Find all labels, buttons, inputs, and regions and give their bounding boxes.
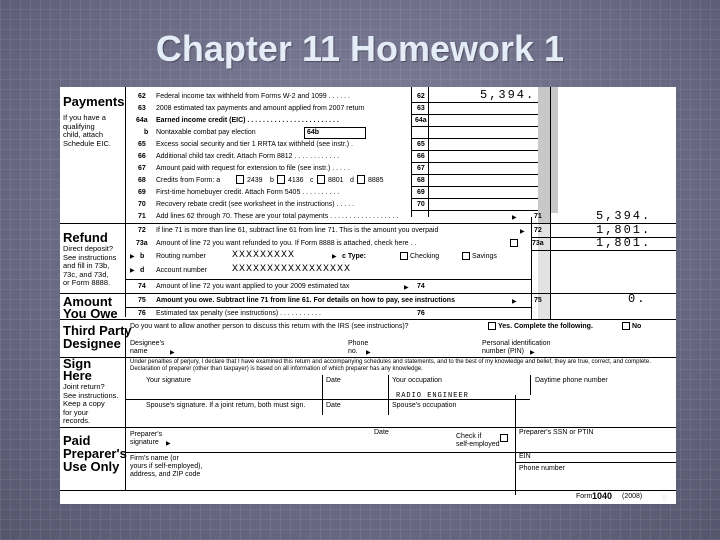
- perjury-statement: Under penalties of perjury, I declare that I have examined this return and accompanying schedules and statements, and to the best of my knowledge and belief, they are true, correct, and complete. Declaration of preparer (other than taxpayer) is based on all information of which preparer has any knowledge.: [130, 359, 651, 372]
- section-third-party-1: Third Party: [63, 323, 132, 338]
- line-74-text: Amount of line 72 you want applied to your 2009 estimated tax: [156, 283, 350, 290]
- preparer-date-label: Date: [374, 429, 389, 436]
- line-67-num: 67: [138, 165, 146, 172]
- shaded-column: [538, 87, 550, 223]
- self-employed-checkbox[interactable]: [500, 434, 508, 442]
- section-paid-3: Use Only: [63, 459, 120, 474]
- line-69-text: First-time homebuyer credit. Attach Form 5405 . . . . . . . . . .: [156, 189, 340, 196]
- line-62-value: 5,394.: [480, 88, 536, 102]
- arrow-73d-icon: ▶: [130, 268, 135, 274]
- your-signature-label: Your signature: [146, 377, 191, 384]
- routing-number-value[interactable]: XXXXXXXXX: [232, 250, 296, 261]
- line-62-text: Federal income tax withheld from Forms W-2 and 1099 . . . . . .: [156, 93, 351, 100]
- arrow-preparer-icon: ▶: [166, 441, 171, 447]
- line-74-box: 74: [417, 283, 425, 290]
- line-69-box: 69: [417, 189, 425, 196]
- line-63-num: 63: [138, 105, 146, 112]
- preparer-ssn-label: Preparer's SSN or PTIN: [519, 429, 594, 436]
- designee-yes-label: Yes. Complete the following.: [498, 323, 593, 330]
- line-69-num: 69: [138, 189, 146, 196]
- spouse-date-label: Date: [326, 402, 341, 409]
- line-72-box: 72: [534, 227, 542, 234]
- designee-question: Do you want to allow another person to discuss this return with the IRS (see instructions)?: [130, 323, 409, 330]
- arrow-74-icon: ▶: [404, 285, 409, 291]
- daytime-phone-label: Daytime phone number: [535, 377, 608, 384]
- section-paid-1: Paid: [63, 433, 91, 448]
- designee-pin-label: Personal identification number (PIN): [482, 340, 551, 355]
- line-75-value: 0.: [628, 292, 647, 306]
- account-number-value[interactable]: XXXXXXXXXXXXXXXXX: [232, 264, 352, 275]
- line-73a-value: 1,801.: [596, 236, 652, 250]
- line-68-text: Credits from Form: a: [156, 177, 221, 184]
- preparer-signature-label: Preparer's signature: [130, 431, 163, 446]
- payments-note: If you have a qualifying child, attach Schedule EIC.: [63, 113, 111, 148]
- line-71-text: Add lines 62 through 70. These are your total payments . . . . . . . . . . . . . . . . . .: [156, 213, 399, 220]
- section-sign-2: Here: [63, 368, 92, 383]
- line-75-box: 75: [534, 297, 542, 304]
- line-76-box: 76: [417, 310, 425, 317]
- credit-box-a[interactable]: [236, 175, 244, 184]
- line-73a-box: 73a: [532, 240, 544, 247]
- arrow-designee-pin-icon: ▶: [530, 350, 535, 356]
- ein-label: EIN: [519, 453, 531, 460]
- designee-phone-label: Phone no.: [348, 340, 369, 355]
- credit-8801: 8801: [328, 177, 344, 184]
- form-1040-page: [60, 87, 676, 504]
- form-8888-checkbox[interactable]: [510, 239, 518, 247]
- footer-year: (2008): [622, 493, 643, 500]
- savings-checkbox[interactable]: [462, 252, 470, 260]
- line-73d-text: Account number: [156, 267, 207, 274]
- line-64b-num: b: [144, 129, 149, 136]
- line-70-box: 70: [417, 201, 425, 208]
- line-62-num: 62: [138, 93, 146, 100]
- line-66-box: 66: [417, 153, 425, 160]
- arrow-73b-icon: ▶: [130, 254, 135, 260]
- slide-title: Chapter 11 Homework 1: [155, 28, 565, 69]
- line-70-text: Recovery rebate credit (see worksheet in the instructions) . . . . .: [156, 201, 355, 208]
- line-65-num: 65: [138, 141, 146, 148]
- line-74-num: 74: [138, 283, 146, 290]
- section-paid-2: Preparer's: [63, 446, 127, 461]
- line-72-num: 72: [138, 227, 146, 234]
- line-62-box: 62: [417, 93, 425, 100]
- spouse-occupation-label: Spouse's occupation: [392, 402, 457, 409]
- line-70-num: 70: [138, 201, 146, 208]
- section-refund: Refund: [63, 230, 108, 245]
- credit-8885: 8885: [368, 177, 384, 184]
- line-76-num: 76: [138, 310, 146, 317]
- self-employed-label: Check if self-employed: [456, 433, 500, 448]
- arrow-designee-phone-icon: ▶: [366, 350, 371, 356]
- arrow-72-icon: ▶: [520, 229, 525, 235]
- sign-note: Joint return? See instructions. Keep a copy for your records.: [63, 382, 119, 425]
- designee-no-label: No: [632, 323, 642, 330]
- footer-form-number: 1040: [592, 491, 613, 501]
- bank-type-label: c Type:: [342, 253, 366, 260]
- line-75-num: 75: [138, 297, 146, 304]
- credit-d: d: [350, 177, 354, 184]
- credit-box-d[interactable]: [357, 175, 365, 184]
- section-amount-owe-1: Amount: [63, 294, 113, 309]
- line-64b-text: Nontaxable combat pay election: [156, 129, 256, 136]
- line-66-text: Additional child tax credit. Attach Form 8812 . . . . . . . . . . . .: [156, 153, 340, 160]
- page-number: 8: [662, 493, 668, 503]
- arrow-73c-icon: ▶: [332, 254, 337, 260]
- line-71-box: 71: [534, 213, 542, 220]
- shaded-right-block: [550, 87, 558, 213]
- checking-label: Checking: [410, 253, 440, 260]
- line-67-box: 67: [417, 165, 425, 172]
- arrow-71-icon: ▶: [512, 215, 517, 221]
- firm-name-label: Firm's name (or yours if self-employed), address, and ZIP code: [130, 455, 203, 478]
- section-amount-owe-2: You Owe: [63, 306, 118, 321]
- line-73a-num: 73a: [136, 240, 148, 247]
- line-71-value: 5,394.: [596, 209, 652, 223]
- line-64a-num: 64a: [136, 117, 148, 124]
- line-65-text: Excess social security and tier 1 RRTA tax withheld (see instr.) .: [156, 141, 353, 148]
- section-third-party-2: Designee: [63, 336, 121, 351]
- credit-box-c[interactable]: [317, 175, 325, 184]
- section-payments: Payments: [63, 94, 125, 109]
- line-73a-text: Amount of line 72 you want refunded to you. If Form 8888 is attached, check here . .: [156, 240, 417, 247]
- line-75-text: Amount you owe. Subtract line 71 from line 61. For details on how to pay, see instructions: [156, 297, 455, 304]
- credit-2439: 2439: [247, 177, 263, 184]
- section-sign-1: Sign: [63, 356, 92, 371]
- spouse-signature-label: Spouse's signature. If a joint return, both must sign.: [146, 402, 306, 409]
- line-64a-box: 64a: [415, 117, 427, 124]
- line-64a-text: Earned income credit (EIC) . . . . . . . . . . . . . . . . . . . . . . . .: [156, 117, 339, 124]
- designee-yes-checkbox[interactable]: [488, 322, 496, 330]
- credit-c: c: [310, 177, 314, 184]
- footer-form-label: Form: [576, 493, 593, 500]
- line-67-text: Amount paid with request for extension to file (see instr.) . . . . .: [156, 165, 350, 172]
- line-68-num: 68: [138, 177, 146, 184]
- line-73b-num: b: [140, 253, 145, 260]
- savings-label: Savings: [472, 253, 497, 260]
- line-73d-num: d: [140, 267, 145, 274]
- credit-b: b: [270, 177, 274, 184]
- line-65-box: 65: [417, 141, 425, 148]
- refund-note: Direct deposit? See instructions and fill in 73b, 73c, and 73d, or Form 8888.: [63, 244, 117, 287]
- line-76-text: Estimated tax penalty (see instructions) . . . . . . . . . . .: [156, 310, 321, 317]
- line-63-text: 2008 estimated tax payments and amount applied from 2007 return: [156, 105, 365, 112]
- designee-name-label: Designee's name: [130, 340, 165, 355]
- credit-4136: 4136: [288, 177, 304, 184]
- arrow-75-icon: ▶: [512, 299, 517, 305]
- designee-no-checkbox[interactable]: [622, 322, 630, 330]
- line-66-num: 66: [138, 153, 146, 160]
- line-68-box: 68: [417, 177, 425, 184]
- credit-box-b[interactable]: [277, 175, 285, 184]
- line-64b-box: 64b: [307, 129, 320, 136]
- line-72-text: If line 71 is more than line 61, subtract line 61 from line 71. This is the amount you overpaid: [156, 227, 439, 234]
- line-63-box: 63: [417, 105, 425, 112]
- occupation-label: Your occupation: [392, 377, 442, 384]
- line-71-num: 71: [138, 213, 146, 220]
- occupation-value: RADIO ENGINEER: [396, 392, 469, 400]
- checking-checkbox[interactable]: [400, 252, 408, 260]
- sign-date-label: Date: [326, 377, 341, 384]
- line-72-value: 1,801.: [596, 223, 652, 237]
- line-73b-text: Routing number: [156, 253, 206, 260]
- phone-number-label: Phone number: [519, 465, 565, 472]
- arrow-designee-name-icon: ▶: [170, 350, 175, 356]
